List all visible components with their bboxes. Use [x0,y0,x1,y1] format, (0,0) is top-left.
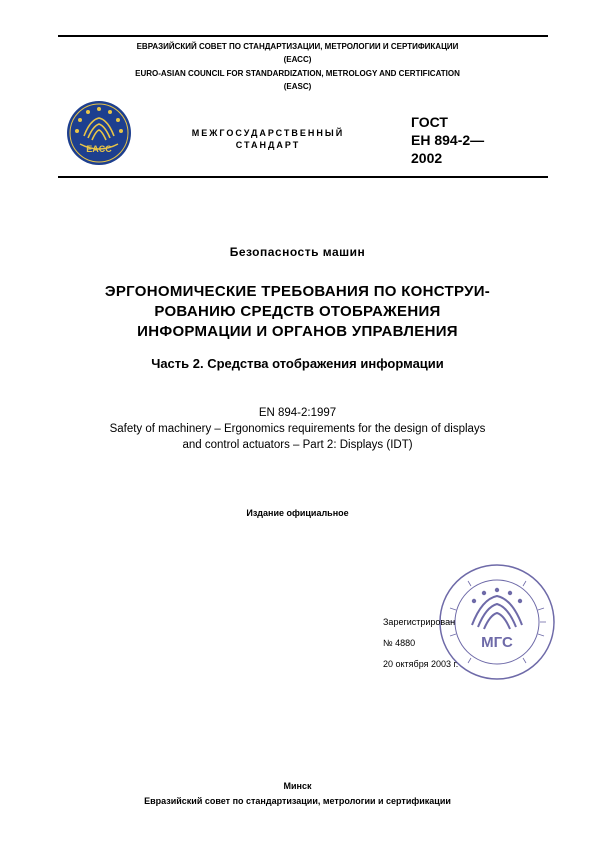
main-title [0,282,595,342]
council-abbr-ru: (ЕАСС) [283,55,312,64]
standard-type [168,127,368,151]
header-bottom-rule [58,176,548,178]
easc-emblem-icon [66,100,132,166]
standard-type-line2: СТАНДАРТ [235,140,301,150]
designation-line1: ГОСТ [411,114,448,130]
emblem-label: EACC [86,144,112,154]
main-title-line2: РОВАНИЮ СРЕДСТВ ОТОБРАЖЕНИЯ [154,303,441,320]
title-series: Безопасность машин [229,245,366,259]
footer-city: Минск [283,781,312,791]
en-title-line1: Safety of machinery – Ergonomics requirements for the design of displays [109,423,486,435]
registration-number: № 4880 [383,638,416,648]
standard-type-line1: МЕЖГОСУДАРСТВЕННЫЙ [191,128,345,138]
council-name-en: EURO-ASIAN COUNCIL FOR STANDARDIZATION, METROLOGY AND CERTIFICATION [135,69,460,78]
stamp-label: МГС [481,634,513,651]
main-title-line3: ИНФОРМАЦИИ И ОРГАНОВ УПРАВЛЕНИЯ [137,323,458,340]
designation-line3: 2002 [411,150,443,166]
registration-line1: Зарегистрирован [383,617,456,627]
council-abbr-en: (EASC) [283,82,312,91]
en-title-line2: and control actuators – Part 2: Displays (IDT) [182,439,413,451]
en-reference [0,405,595,453]
top-rule [58,35,548,37]
designation-line2: ЕН 894-2— [411,132,485,148]
main-title-line1: ЭРГОНОМИЧЕСКИЕ ТРЕБОВАНИЯ ПО КОНСТРУИ- [104,283,491,300]
edition-note: Издание официальное [246,508,349,518]
registration-date: 20 октября 2003 г. [383,659,459,669]
en-code: EN 894-2:1997 [258,407,337,419]
standard-designation [411,113,531,167]
footer-publisher: Евразийский совет по стандартизации, метрологии и сертификации [144,796,451,806]
registration-block [383,612,458,675]
council-name-ru: ЕВРАЗИЙСКИЙ СОВЕТ ПО СТАНДАРТИЗАЦИИ, МЕТРОЛОГИИ И СЕРТИФИКАЦИИ [136,42,459,51]
part-title: Часть 2. Средства отображения информации [151,356,444,371]
